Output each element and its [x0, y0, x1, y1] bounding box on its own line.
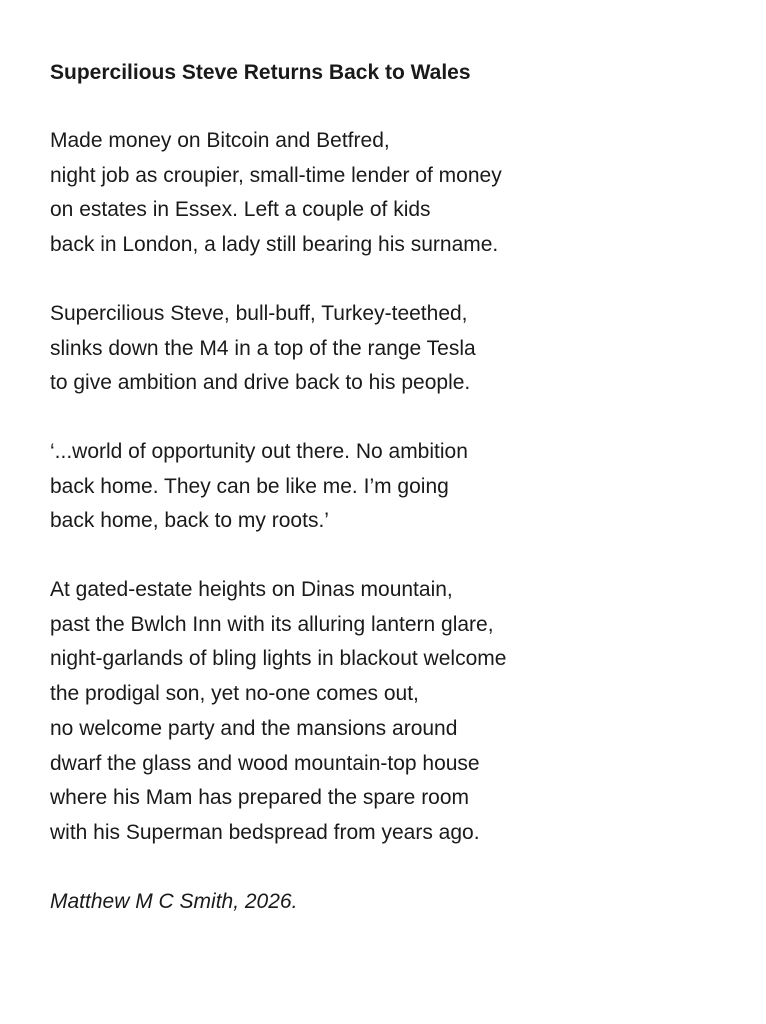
- poem-line: back home. They can be like me. I’m going: [50, 474, 449, 498]
- poem-line: Made money on Bitcoin and Betfred,: [50, 129, 390, 152]
- poem-line: past the Bwlch Inn with its alluring lantern glare,: [50, 612, 494, 636]
- poem-line: night job as croupier, small-time lender of money: [50, 163, 502, 187]
- poem-line: with his Superman bedspread from years ago.: [50, 820, 480, 844]
- poem-page: [50, 56, 740, 919]
- poem-line: to give ambition and drive back to his people.: [50, 371, 471, 395]
- poem-line: on estates in Essex. Left a couple of kids: [50, 198, 431, 222]
- poem-line: slinks down the M4 in a top of the range Tesla: [50, 336, 476, 360]
- poem-line: dwarf the glass and wood mountain-top house: [50, 751, 480, 775]
- poem-line: back home, back to my roots.’: [50, 509, 329, 533]
- poem-line: Supercilious Steve, bull-buff, Turkey-teethed,: [50, 301, 468, 325]
- poem-line: the prodigal son, yet no-one comes out,: [50, 682, 419, 706]
- poem-line: ‘...world of opportunity out there. No ambition: [50, 439, 468, 463]
- poem-line: where his Mam has prepared the spare room: [50, 786, 470, 810]
- stanza-3: [50, 435, 740, 539]
- poem-line: no welcome party and the mansions around: [50, 716, 458, 740]
- poem-title: Supercilious Steve Returns Back to Wales: [50, 61, 471, 84]
- author-signature: Matthew M C Smith, 2026.: [50, 889, 298, 913]
- stanza-4: [50, 573, 740, 851]
- stanza-1: [50, 124, 740, 263]
- poem-line: back in London, a lady still bearing his surname.: [50, 233, 499, 257]
- poem-line: At gated-estate heights on Dinas mountain,: [50, 578, 453, 602]
- poem-line: night-garlands of bling lights in blackout welcome: [50, 647, 507, 671]
- stanza-2: [50, 297, 740, 401]
